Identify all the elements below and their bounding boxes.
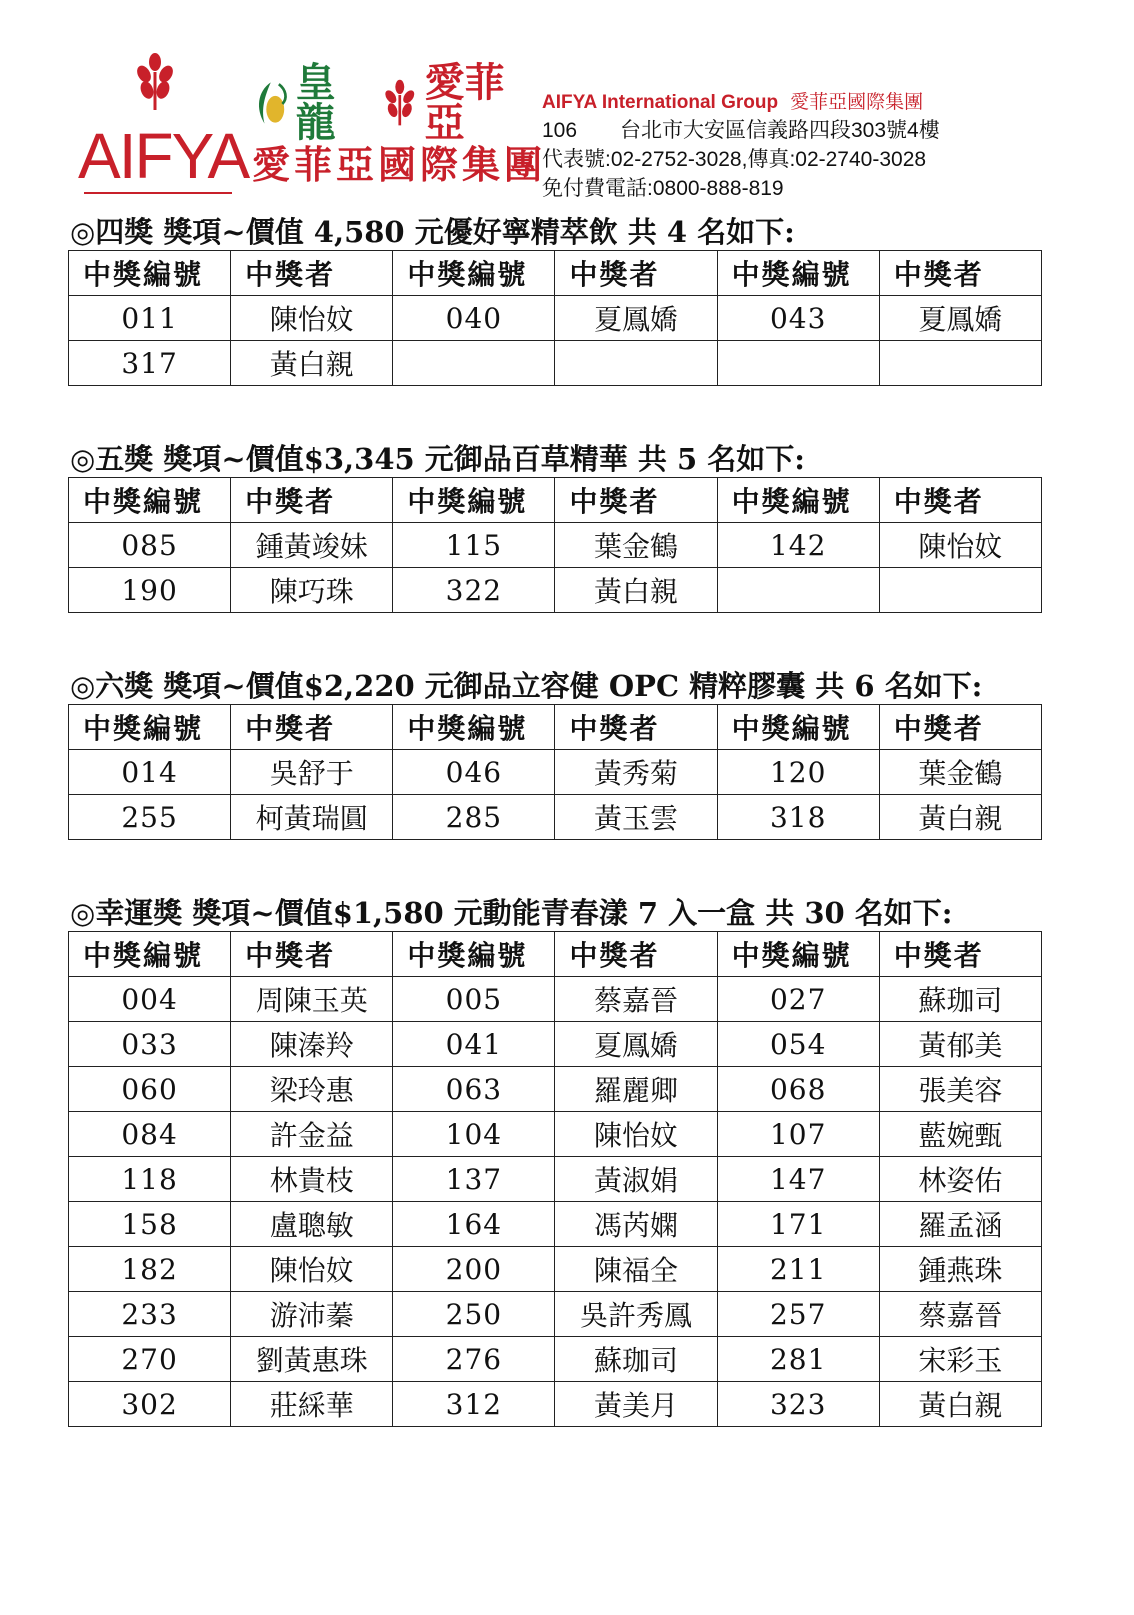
toll-free-phone: 免付費電話:0800-888-819 <box>542 177 784 200</box>
winner-number: 281 <box>717 1337 879 1382</box>
winner-name: 黃淑娟 <box>555 1157 717 1202</box>
winner-name: 夏鳳嬌 <box>555 296 717 341</box>
aifya-logo <box>78 42 249 202</box>
winner-number: 137 <box>393 1157 555 1202</box>
winner-number: 085 <box>69 523 231 568</box>
winner-name: 蔡嘉晉 <box>555 977 717 1022</box>
winner-number <box>717 341 879 386</box>
winner-number: 068 <box>717 1067 879 1112</box>
header-winner-number: 中獎編號 <box>393 705 555 750</box>
winner-number: 158 <box>69 1202 231 1247</box>
winner-name: 陳怡妏 <box>555 1112 717 1157</box>
winner-number: 063 <box>393 1067 555 1112</box>
table-header-row <box>69 251 1042 296</box>
winner-number: 107 <box>717 1112 879 1157</box>
table-row <box>69 1157 1042 1202</box>
header-winner-number: 中獎編號 <box>69 251 231 296</box>
header-winner-number: 中獎編號 <box>717 478 879 523</box>
header-winner-name: 中獎者 <box>231 478 393 523</box>
header-winner-name: 中獎者 <box>231 251 393 296</box>
winner-name: 黃白親 <box>231 341 393 386</box>
winner-number: 120 <box>717 750 879 795</box>
winners-table <box>68 931 1042 1427</box>
winner-name: 黃白親 <box>879 795 1041 840</box>
address-line <box>542 116 1012 145</box>
winner-number: 285 <box>393 795 555 840</box>
header-winner-number: 中獎編號 <box>69 932 231 977</box>
winner-name: 黃玉雲 <box>555 795 717 840</box>
prize-section <box>68 895 1042 1427</box>
flower-icon <box>381 76 419 130</box>
winner-number: 302 <box>69 1382 231 1427</box>
brand-name-huanglong: 皇龍 <box>295 60 336 146</box>
table-row <box>69 1382 1042 1427</box>
winner-number: 255 <box>69 795 231 840</box>
zip-code: 106 <box>542 119 578 142</box>
winner-number: 312 <box>393 1382 555 1427</box>
table-row <box>69 1292 1042 1337</box>
group-name-line <box>542 88 1012 116</box>
table-row <box>69 1247 1042 1292</box>
header-winner-name: 中獎者 <box>555 251 717 296</box>
winner-name: 宋彩玉 <box>879 1337 1041 1382</box>
winner-name: 葉金鶴 <box>879 750 1041 795</box>
winner-number: 164 <box>393 1202 555 1247</box>
table-row <box>69 1067 1042 1112</box>
section-title: ◎六獎 獎項~價值$2,220 元御品立容健 OPC 精粹膠囊 共 6 名如下: <box>70 669 983 703</box>
winner-number: 043 <box>717 296 879 341</box>
winner-number: 257 <box>717 1292 879 1337</box>
phone-fax: 代表號:02-2752-3028,傳真:02-2740-3028 <box>542 148 927 171</box>
winner-name: 陳巧珠 <box>231 568 393 613</box>
winner-number: 317 <box>69 341 231 386</box>
table-row <box>69 1202 1042 1247</box>
table-row <box>69 341 1042 386</box>
header-winner-number: 中獎編號 <box>393 251 555 296</box>
winner-name <box>879 568 1041 613</box>
flower-icon <box>130 52 180 112</box>
header-winner-name: 中獎者 <box>555 705 717 750</box>
winners-table <box>68 704 1042 840</box>
table-header-row <box>69 478 1042 523</box>
winner-number: 040 <box>393 296 555 341</box>
winner-name: 林姿佑 <box>879 1157 1041 1202</box>
table-row <box>69 795 1042 840</box>
letterhead <box>0 0 1134 210</box>
dragon-leaf-icon <box>252 76 290 130</box>
winner-name: 蔡嘉晉 <box>879 1292 1041 1337</box>
winner-number: 084 <box>69 1112 231 1157</box>
winner-name: 吳舒于 <box>231 750 393 795</box>
winner-number: 014 <box>69 750 231 795</box>
prize-section <box>68 214 1042 386</box>
winner-number: 033 <box>69 1022 231 1067</box>
table-row <box>69 568 1042 613</box>
winner-number: 270 <box>69 1337 231 1382</box>
winner-number <box>393 341 555 386</box>
winner-number: 118 <box>69 1157 231 1202</box>
winner-name <box>555 341 717 386</box>
group-name-en: AIFYA International Group <box>542 92 779 113</box>
winner-number: 054 <box>717 1022 879 1067</box>
table-row <box>69 750 1042 795</box>
table-row <box>69 1112 1042 1157</box>
winners-table <box>68 477 1042 613</box>
table-header-row <box>69 932 1042 977</box>
winner-name: 梁玲惠 <box>231 1067 393 1112</box>
table-row <box>69 523 1042 568</box>
winner-number <box>717 568 879 613</box>
winner-number: 318 <box>717 795 879 840</box>
winner-name: 吳許秀鳳 <box>555 1292 717 1337</box>
header-winner-name: 中獎者 <box>879 705 1041 750</box>
winner-name: 黃秀菊 <box>555 750 717 795</box>
header-winner-number: 中獎編號 <box>393 478 555 523</box>
winner-name: 周陳玉英 <box>231 977 393 1022</box>
winner-name: 黃白親 <box>555 568 717 613</box>
winner-name: 陳福全 <box>555 1247 717 1292</box>
winner-name: 蘇珈司 <box>555 1337 717 1382</box>
table-row <box>69 1337 1042 1382</box>
winner-name: 陳怡妏 <box>231 1247 393 1292</box>
winner-number: 104 <box>393 1112 555 1157</box>
header-winner-number: 中獎編號 <box>717 251 879 296</box>
table-row <box>69 1022 1042 1067</box>
winner-name: 陳溱羚 <box>231 1022 393 1067</box>
winner-name: 柯黃瑞圓 <box>231 795 393 840</box>
winner-number: 027 <box>717 977 879 1022</box>
winner-name: 游沛蓁 <box>231 1292 393 1337</box>
winner-number: 060 <box>69 1067 231 1112</box>
winner-number: 171 <box>717 1202 879 1247</box>
winner-number: 046 <box>393 750 555 795</box>
winner-name: 林貴枝 <box>231 1157 393 1202</box>
winner-name: 張美容 <box>879 1067 1041 1112</box>
header-winner-name: 中獎者 <box>879 932 1041 977</box>
winner-name: 夏鳳嬌 <box>879 296 1041 341</box>
winner-name: 馮芮嫻 <box>555 1202 717 1247</box>
group-name-cn: 愛菲亞國際集團 <box>790 91 924 113</box>
winner-number: 322 <box>393 568 555 613</box>
logo-text: AIFYA <box>78 120 249 192</box>
winner-name: 盧聰敏 <box>231 1202 393 1247</box>
winner-number: 233 <box>69 1292 231 1337</box>
winner-number: 011 <box>69 296 231 341</box>
winner-name: 蘇珈司 <box>879 977 1041 1022</box>
table-row <box>69 977 1042 1022</box>
header-winner-name: 中獎者 <box>555 478 717 523</box>
winner-number: 041 <box>393 1022 555 1067</box>
winner-name: 莊綵華 <box>231 1382 393 1427</box>
winner-name: 夏鳳嬌 <box>555 1022 717 1067</box>
address: 台北市大安區信義路四段303號4樓 <box>620 119 940 142</box>
section-title: ◎四獎 獎項~價值 4,580 元優好寧精萃飲 共 4 名如下: <box>70 215 795 249</box>
table-header-row <box>69 705 1042 750</box>
winner-number: 211 <box>717 1247 879 1292</box>
header-winner-number: 中獎編號 <box>69 705 231 750</box>
brand-block <box>252 60 547 200</box>
header-winner-number: 中獎編號 <box>69 478 231 523</box>
winner-number: 200 <box>393 1247 555 1292</box>
winner-name: 劉黃惠珠 <box>231 1337 393 1382</box>
section-title: ◎五獎 獎項~價值$3,345 元御品百草精華 共 5 名如下: <box>70 442 805 476</box>
header-winner-number: 中獎編號 <box>717 932 879 977</box>
winner-number: 004 <box>69 977 231 1022</box>
brand-group-name: 愛菲亞國際集團 <box>252 143 547 187</box>
header-winner-name: 中獎者 <box>879 251 1041 296</box>
winner-name: 藍婉甄 <box>879 1112 1041 1157</box>
winner-name <box>879 341 1041 386</box>
winner-number: 115 <box>393 523 555 568</box>
winner-number: 182 <box>69 1247 231 1292</box>
table-row <box>69 296 1042 341</box>
winner-name: 黃美月 <box>555 1382 717 1427</box>
winner-name: 羅孟涵 <box>879 1202 1041 1247</box>
prize-section <box>68 441 1042 613</box>
winner-number: 005 <box>393 977 555 1022</box>
prize-section <box>68 668 1042 840</box>
winner-name: 陳怡妏 <box>231 296 393 341</box>
winner-name: 陳怡妏 <box>879 523 1041 568</box>
winner-name: 黃白親 <box>879 1382 1041 1427</box>
winner-name: 葉金鶴 <box>555 523 717 568</box>
winner-number: 323 <box>717 1382 879 1427</box>
winners-table <box>68 250 1042 386</box>
contact-info <box>542 88 1012 203</box>
header-winner-name: 中獎者 <box>879 478 1041 523</box>
winner-number: 147 <box>717 1157 879 1202</box>
winner-name: 許金益 <box>231 1112 393 1157</box>
winner-name: 羅麗卿 <box>555 1067 717 1112</box>
winner-name: 鍾黃竣妹 <box>231 523 393 568</box>
winner-number: 190 <box>69 568 231 613</box>
header-winner-name: 中獎者 <box>231 932 393 977</box>
winner-number: 276 <box>393 1337 555 1382</box>
header-winner-number: 中獎編號 <box>393 932 555 977</box>
logo-underline <box>84 192 232 194</box>
brand-name-aifya: 愛菲亞 <box>424 60 505 146</box>
winner-name: 黃郁美 <box>879 1022 1041 1067</box>
section-title: ◎幸運獎 獎項~價值$1,580 元動能青春漾 7 入一盒 共 30 名如下: <box>70 896 953 930</box>
winner-number: 250 <box>393 1292 555 1337</box>
header-winner-number: 中獎編號 <box>717 705 879 750</box>
header-winner-name: 中獎者 <box>231 705 393 750</box>
winner-name: 鍾燕珠 <box>879 1247 1041 1292</box>
winner-number: 142 <box>717 523 879 568</box>
header-winner-name: 中獎者 <box>555 932 717 977</box>
